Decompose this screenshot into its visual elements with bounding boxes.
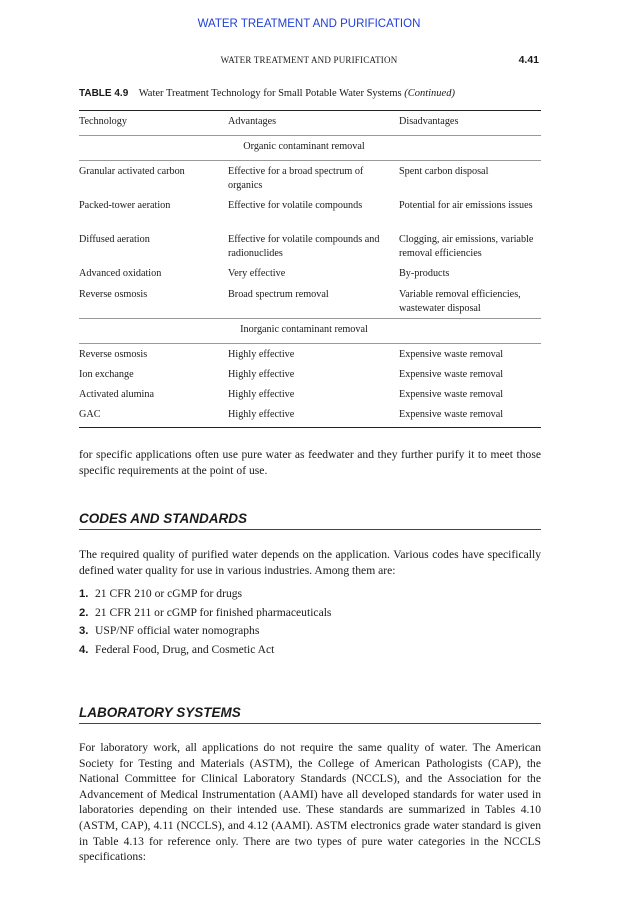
section-rule [79, 343, 541, 344]
page-number: 4.41 [518, 54, 539, 66]
header-disadvantages: Disadvantages [399, 116, 459, 128]
table-caption-text: Water Treatment Technology for Small Potable Water Systems [138, 88, 402, 99]
section-heading-codes [79, 511, 541, 530]
cell-technology: Ion exchange [79, 368, 134, 380]
cell-disadvantages: By-products [399, 267, 450, 279]
section-rule [79, 318, 541, 319]
cell-technology: Reverse osmosis [79, 348, 148, 360]
section-rule [79, 160, 541, 161]
intro-paragraph: for specific applications often use pure water as feedwater and they further purify it to meet those specific requirements at the point of use. [79, 448, 541, 477]
list-number: 1. [79, 588, 89, 600]
document-title: WATER TREATMENT AND PURIFICATION [197, 18, 421, 30]
table-top-rule [79, 110, 541, 111]
table-row [79, 267, 541, 288]
list-text: USP/NF official water nomographs [95, 624, 260, 638]
list-number: 4. [79, 643, 89, 656]
section-heading-lab [79, 705, 541, 724]
header-technology: Technology [79, 116, 127, 128]
section-inorganic: Inorganic contaminant removal [240, 323, 368, 335]
cell-disadvantages: Clogging, air emissions, variable removal efficiencies [399, 233, 534, 259]
table-row [79, 233, 541, 267]
lab-paragraph: For laboratory work, all applications do not require the same quality of water. The American Society for Testing and Materials (ASTM), the College of American Pathologists (CAP), the National Committee for Clinical Laboratory Standards (NCCLS), and the Association for the Advancement of Medical Instrumentation (AAMI) have all developed standards for water used in laboratories depending on their intended use. These standards are summarized in Tables 4.10 (ASTM, CAP), 4.11 (NCCLS), and 4.12 (AAMI). ASTM electronics grade water standard is given in Table 4.13 for reference only. There are two types of pure water categories in the NCCLS specifications: [79, 741, 541, 864]
cell-disadvantages: Expensive waste removal [399, 368, 504, 380]
cell-disadvantages: Spent carbon disposal [399, 165, 489, 177]
cell-advantages: Effective for a broad spectrum of organics [228, 165, 364, 191]
codes-list [79, 585, 541, 659]
cell-advantages: Highly effective [228, 388, 295, 400]
cell-disadvantages: Expensive waste removal [399, 388, 504, 400]
list-item [79, 622, 541, 641]
cell-advantages: Highly effective [228, 348, 295, 360]
cell-advantages: Very effective [228, 267, 286, 279]
table-caption [79, 88, 455, 99]
table-bottom-rule [79, 427, 541, 428]
cell-disadvantages: Expensive waste removal [399, 348, 504, 360]
cell-disadvantages: Variable removal efficiencies, wastewater disposal [399, 288, 521, 314]
table-label: TABLE 4.9 [79, 88, 129, 99]
table-row [79, 199, 541, 233]
cell-advantages: Effective for volatile compounds [228, 199, 363, 211]
codes-paragraph: The required quality of purified water depends on the application. Various codes have specifically defined water quality for use in various industries. Among them are: [79, 548, 541, 577]
cell-technology: Packed-tower aeration [79, 199, 171, 211]
header-rule [79, 135, 541, 136]
table-continued: (Continued) [404, 88, 455, 99]
cell-advantages: Highly effective [228, 368, 295, 380]
cell-disadvantages: Expensive waste removal [399, 408, 504, 420]
cell-technology: Activated alumina [79, 388, 154, 400]
list-text: 21 CFR 211 or cGMP for finished pharmaceuticals [95, 605, 332, 619]
lab-heading-text: LABORATORY SYSTEMS [79, 705, 241, 720]
list-number: 3. [79, 625, 89, 638]
section-organic: Organic contaminant removal [243, 141, 365, 153]
cell-technology: Reverse osmosis [79, 288, 148, 300]
header-advantages: Advantages [228, 116, 277, 128]
cell-technology: Granular activated carbon [79, 165, 185, 177]
list-item [79, 585, 541, 604]
cell-technology: GAC [79, 408, 101, 420]
list-text: 21 CFR 210 or cGMP for drugs [95, 587, 243, 600]
cell-technology: Advanced oxidation [79, 267, 162, 279]
technology-table [79, 110, 541, 428]
codes-heading-rule [79, 529, 541, 530]
cell-advantages: Effective for volatile compounds and radionuclides [228, 233, 380, 259]
table-row [79, 165, 541, 199]
list-item [79, 604, 541, 623]
table-row [79, 408, 541, 427]
table-row [79, 388, 541, 408]
lab-heading-rule [79, 723, 541, 724]
cell-technology: Diffused aeration [79, 233, 150, 245]
section-row [79, 140, 541, 160]
cell-advantages: Broad spectrum removal [228, 288, 329, 300]
table-row [79, 288, 541, 318]
cell-disadvantages: Potential for air emissions issues [399, 199, 533, 211]
cell-advantages: Highly effective [228, 408, 295, 420]
table-header-row [79, 115, 541, 135]
list-number: 2. [79, 606, 89, 619]
table-row [79, 348, 541, 368]
running-head-title: WATER TREATMENT AND PURIFICATION [220, 55, 398, 65]
list-text: Federal Food, Drug, and Cosmetic Act [95, 642, 275, 656]
codes-heading-text: CODES AND STANDARDS [79, 511, 248, 526]
list-item [79, 641, 541, 660]
section-row [79, 323, 541, 343]
table-row [79, 368, 541, 388]
